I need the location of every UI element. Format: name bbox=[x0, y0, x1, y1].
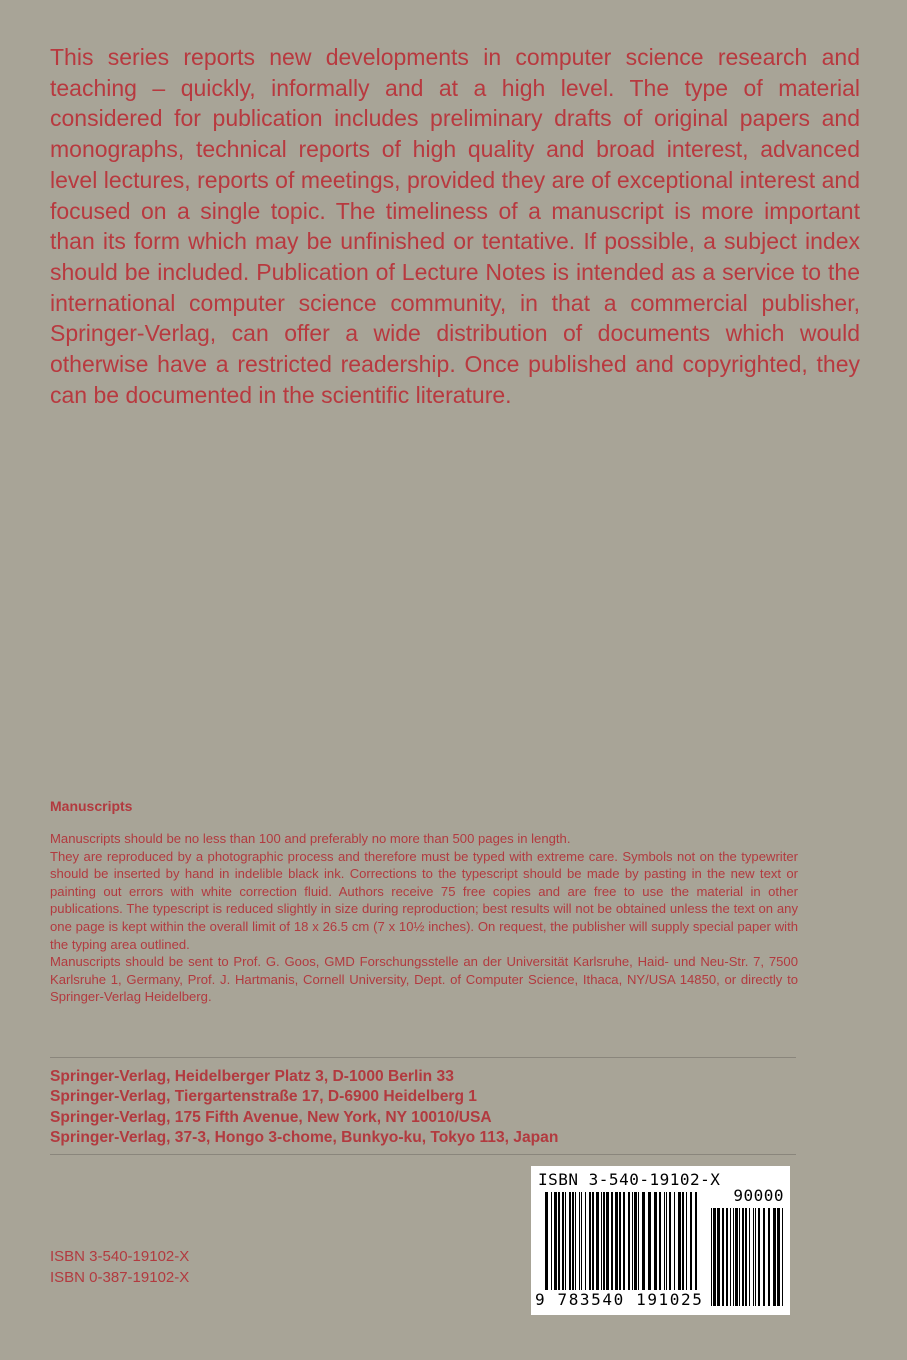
address-tokyo: Springer-Verlag, 37-3, Hongo 3-chome, Bunkyo-ku, Tokyo 113, Japan bbox=[50, 1129, 559, 1147]
publisher-addresses bbox=[50, 1067, 810, 1149]
manuscripts-typing-paragraph: They are reproduced by a photographic process and therefore must be typed with extreme care. Symbols not on the typewriter should be inserted by hand in indelible black ink. Corrections to the typescript should be made by pasting in the new text or painting out errors with white correction fluid. Authors receive 75 free copies and are free to use the material in other publications. The typescript is reduced slightly in size during reproduction; best results will not be obtained unless the text on any one page is kept within the overall limit of 18 x 26.5 cm (7 x 10½ inches). On request, the publisher will supply special paper with the typing area outlined. bbox=[50, 848, 798, 952]
isbn-springer-berlin: ISBN 3-540-19102-X bbox=[50, 1248, 190, 1265]
address-new-york: Springer-Verlag, 175 Fifth Avenue, New York, NY 10010/USA bbox=[50, 1108, 492, 1126]
manuscripts-length-paragraph: Manuscripts should be no less than 100 and preferably no more than 500 pages in length. bbox=[50, 831, 571, 846]
address-berlin: Springer-Verlag, Heidelberger Platz 3, D-1000 Berlin 33 bbox=[50, 1068, 454, 1085]
barcode-label bbox=[531, 1166, 790, 1315]
manuscripts-submission-paragraph: Manuscripts should be sent to Prof. G. Goos, GMD Forschungsstelle an der Universität Karlsruhe, Haid- und Neu-Str. 7, 7500 Karlsruhe 1, Germany, Prof. J. Hartmanis, Cornell University, Dept. of Computer Science, Ithaca, NY/USA 14850, or directly to Springer-Verlag Heidelberg. bbox=[50, 954, 798, 1005]
barcode-digits: 9 783540 191025 bbox=[535, 1290, 704, 1309]
barcode-isbn-text: ISBN 3-540-19102-X bbox=[538, 1170, 721, 1189]
barcode-price-code: 90000 bbox=[733, 1186, 784, 1205]
manuscripts-section bbox=[50, 798, 798, 1006]
manuscripts-heading: Manuscripts bbox=[50, 798, 133, 814]
divider-top bbox=[50, 1057, 796, 1058]
series-description: This series reports new developments in computer science research and teaching – quickly, informally and at a high level. The type of material considered for publication includes preliminary drafts of original papers and monographs, technical reports of high quality and broad interest, advanced level lectures, reports of meetings, provided they are of exceptional interest and focused on a single topic. The timeliness of a manuscript is more important than its form which may be unfinished or tentative. If possible, a subject index should be included. Publication of Lecture Notes is intended as a service to the international computer science community, in that a commercial publisher, Springer-Verlag, can offer a wide distribution of documents which would otherwise have a restricted readership. Once published and copyrighted, they can be documented in the scientific literature. bbox=[50, 44, 860, 408]
address-heidelberg: Springer-Verlag, Tiergartenstraße 17, D-6900 Heidelberg 1 bbox=[50, 1088, 477, 1106]
divider-bottom bbox=[50, 1154, 796, 1155]
isbn-springer-new-york: ISBN 0-387-19102-X bbox=[50, 1268, 190, 1286]
isbn-list bbox=[50, 1247, 189, 1288]
